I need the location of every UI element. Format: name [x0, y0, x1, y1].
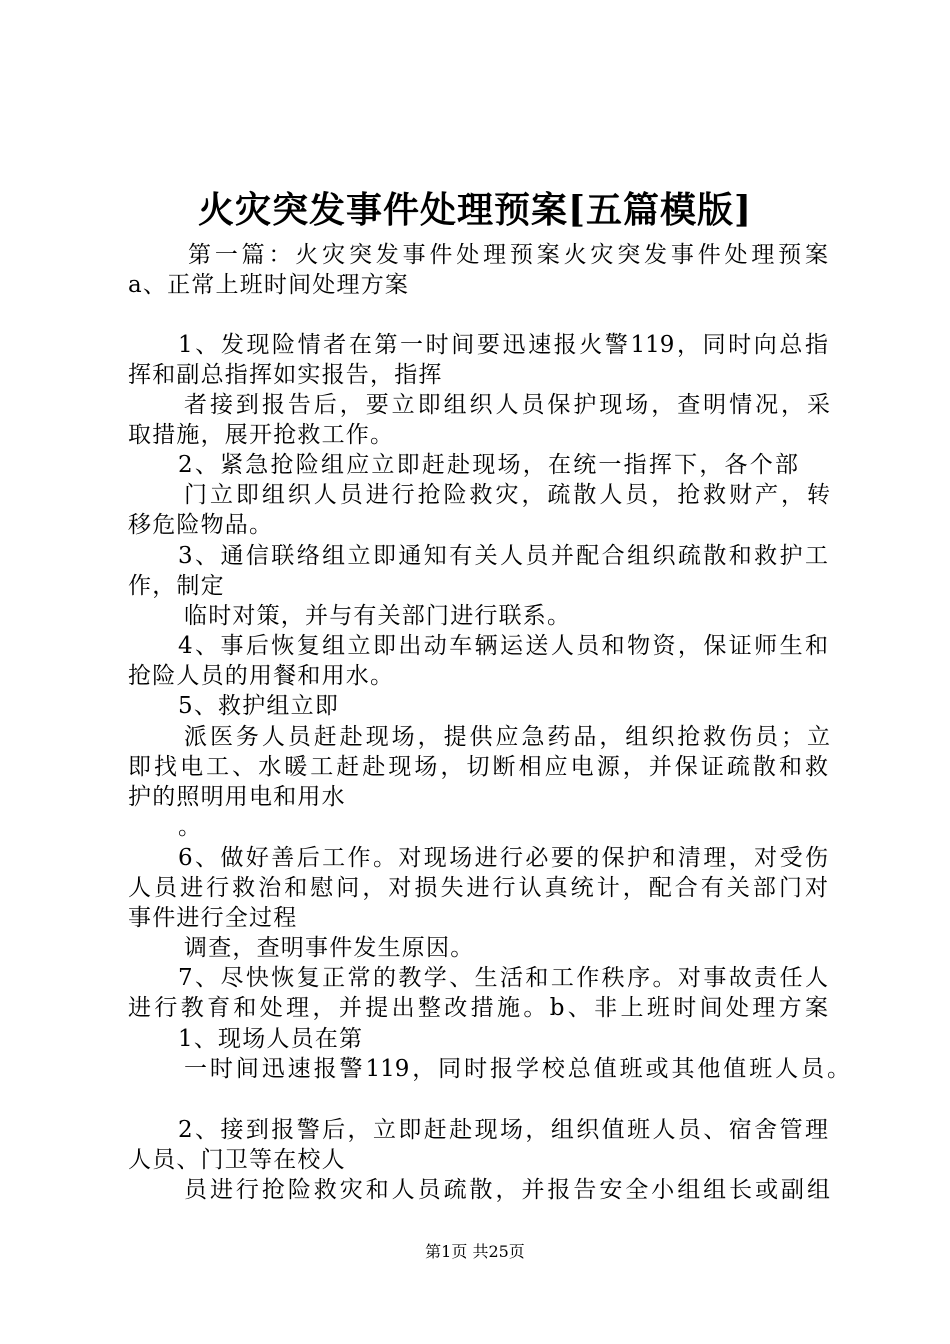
body-line: 取措施，展开抢救工作。: [128, 422, 395, 448]
body-line: 4、事后恢复组立即出动车辆运送人员和物资，保证师生和: [178, 633, 828, 659]
body-line: 6、做好善后工作。对现场进行必要的保护和清理，对受伤: [178, 845, 828, 871]
body-line: 抢险人员的用餐和用水。: [128, 663, 395, 689]
body-line: 即找电工、水暖工赶赴现场，切断相应电源，并保证疏散和救: [128, 754, 828, 780]
body-line: a、正常上班时间处理方案: [128, 272, 410, 298]
body-line: 作，制定: [128, 573, 225, 599]
document-title: 火灾突发事件处理预案[五篇模版]: [197, 189, 753, 231]
body-line: 临时对策，并与有关部门进行联系。: [184, 603, 572, 629]
body-line: 。: [178, 814, 203, 840]
body-line: 2、接到报警后，立即赶赴现场，组织值班人员、宿舍管理: [178, 1117, 828, 1143]
body-line: 1、发现险情者在第一时间要迅速报火警119，同时向总指: [178, 332, 828, 358]
body-line: 员进行抢险救灾和人员疏散，并报告安全小组组长或副组: [184, 1177, 830, 1203]
body-line: 派医务人员赶赴现场，提供应急药品，组织抢救伤员；立: [184, 724, 830, 750]
body-line: 护的照明用电和用水: [128, 784, 346, 810]
body-line: 7、尽快恢复正常的教学、生活和工作秩序。对事故责任人: [178, 965, 828, 991]
body-line: 2、紧急抢险组应立即赶赴现场，在统一指挥下，各个部: [178, 452, 798, 478]
body-line: 1、现场人员在第: [178, 1026, 364, 1052]
body-line: 移危险物品。: [128, 512, 274, 538]
body-line: 3、通信联络组立即通知有关人员并配合组织疏散和救护工: [178, 543, 828, 569]
body-line: 门立即组织人员进行抢险救灾，疏散人员，抢救财产，转: [184, 482, 830, 508]
body-line: 第一篇：火灾突发事件处理预案火灾突发事件处理预案: [188, 242, 828, 268]
body-line: 调查，查明事件发生原因。: [184, 935, 475, 961]
body-line: 事件进行全过程: [128, 905, 298, 931]
body-line: 人员进行救治和慰问，对损失进行认真统计，配合有关部门对: [128, 875, 828, 901]
body-line: 5、救护组立即: [178, 693, 340, 719]
body-line: 挥和副总指挥如实报告，指挥: [128, 362, 443, 388]
body-line: 者接到报告后，要立即组织人员保护现场，查明情况，采: [184, 392, 830, 418]
body-line: 进行教育和处理，并提出整改措施。b、非上班时间处理方案: [128, 995, 828, 1021]
body-line: 人员、门卫等在校人: [128, 1147, 346, 1173]
body-line: 一时间迅速报警119，同时报学校总值班或其他值班人员。: [184, 1056, 850, 1082]
page-footer: 第1页 共25页: [425, 1242, 525, 1261]
